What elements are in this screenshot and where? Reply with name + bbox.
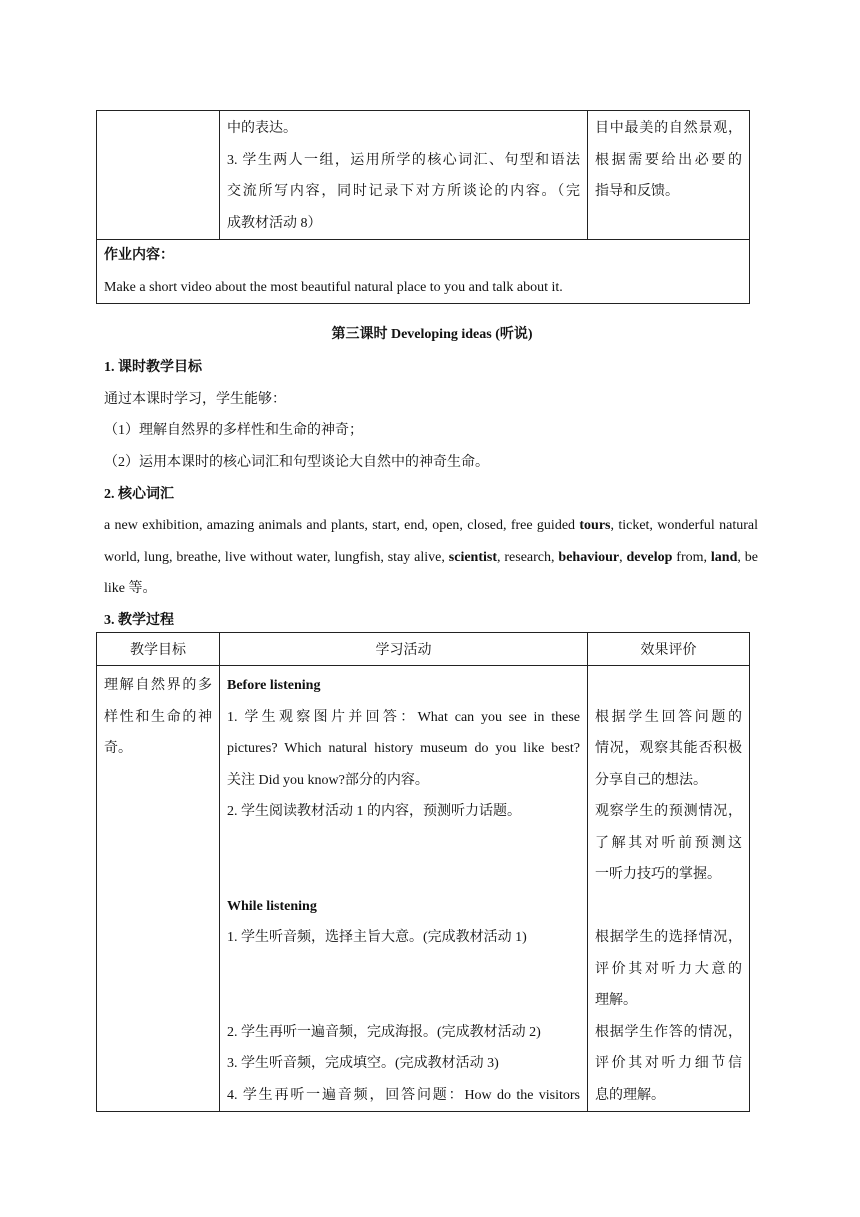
spacer xyxy=(227,985,580,1017)
activity-line: 成教材活动 8） xyxy=(227,215,322,231)
evaluation-cell xyxy=(588,666,750,1112)
process-table xyxy=(96,632,750,1112)
homework-title: 作业内容： xyxy=(104,248,174,263)
goal-line: 奇。 xyxy=(104,741,132,756)
evaluation-line: 了解其对听前预测这 xyxy=(595,835,742,851)
evaluation-line: 息的理解。 xyxy=(595,1087,665,1103)
spacer xyxy=(595,670,742,702)
intro-text: 通过本课时学习，学生能够： xyxy=(104,392,286,407)
vocab-bold: behaviour xyxy=(558,549,620,565)
vocab-bold: land xyxy=(710,549,738,565)
evaluation-line: 情况，观察其能否积极 xyxy=(595,741,742,756)
goal-1: （1）理解自然界的多样性和生命的神奇； xyxy=(104,423,363,438)
section-2-heading: 2. 核心词汇 xyxy=(104,487,174,502)
activity-cell xyxy=(220,666,588,1112)
goal-line: 理解自然界的多 xyxy=(104,678,212,693)
activity-line: 3. 学生两人一组，运用所学的核心词汇、句型和语法 xyxy=(227,152,580,168)
goal-cell xyxy=(97,666,220,1112)
activity-line: 2. 学生阅读教材活动 1 的内容，预测听力话题。 xyxy=(227,804,521,819)
evaluation-line: 分享自己的想法。 xyxy=(595,772,707,788)
vocab-bold: scientist xyxy=(448,549,497,565)
vocab-text: , be like 等。 xyxy=(104,549,759,596)
activity-cell xyxy=(220,111,588,240)
vocab-text: from, xyxy=(672,549,711,565)
vocab-text: , ticket, wonderful natural world, lung, breathe, live without water, lungfish, stay alive, xyxy=(104,518,758,565)
evaluation-line: 评价其对听力大意的 xyxy=(595,961,742,977)
activity-line: 3. 学生听音频，完成填空。(完成教材活动 3) xyxy=(227,1056,499,1071)
spacer xyxy=(227,828,580,860)
activity-line: 1. 学生听音频，选择主旨大意。(完成教材活动 1) xyxy=(227,930,527,945)
top-table xyxy=(96,110,750,304)
header-evaluation: 效果评价 xyxy=(588,633,750,666)
evaluation-line: 一听力技巧的掌握。 xyxy=(595,867,721,882)
goal-cell-empty xyxy=(97,111,220,240)
lesson-title: 第三课时 Developing ideas (听说) xyxy=(331,327,533,342)
evaluation-line: 根据学生回答问题的 xyxy=(595,709,742,725)
vocab-text: a new exhibition, amazing animals and plants, start, end, open, closed, free guided xyxy=(104,518,580,533)
header-activity: 学习活动 xyxy=(220,633,588,666)
spacer xyxy=(227,954,580,986)
evaluation-line: 指导和反馈。 xyxy=(595,184,679,199)
evaluation-line: 根据学生的选择情况， xyxy=(595,930,742,945)
activity-line: 4. 学生再听一遍音频，回答问题：How do the visitors xyxy=(227,1087,580,1103)
evaluation-line: 根据学生作答的情况， xyxy=(595,1024,742,1040)
header-goal: 教学目标 xyxy=(97,633,220,666)
evaluation-line: 评价其对听力细节信 xyxy=(595,1056,742,1071)
evaluation-line: 观察学生的预测情况， xyxy=(595,804,742,819)
core-vocabulary xyxy=(104,510,758,605)
while-listening-heading: While listening xyxy=(227,898,317,914)
evaluation-cell xyxy=(588,111,750,240)
activity-line: 中的表达。 xyxy=(227,121,297,136)
activity-line: pictures? Which natural history museum do you like best? xyxy=(227,741,580,756)
activity-line: 关注 Did you know?部分的内容。 xyxy=(227,772,429,788)
goal-line: 样性和生命的神 xyxy=(104,709,212,725)
before-listening-heading: Before listening xyxy=(227,678,321,693)
homework-text: Make a short video about the most beautiful natural place to you and talk about it. xyxy=(104,279,563,295)
activity-line: 交流所写内容，同时记录下对方所谈论的内容。（完 xyxy=(227,184,580,199)
spacer xyxy=(227,859,580,891)
homework-cell xyxy=(97,240,750,304)
vocab-bold: tours xyxy=(579,518,611,533)
vocab-bold: develop xyxy=(626,549,673,565)
section-1-heading: 1. 课时教学目标 xyxy=(104,360,202,375)
vocab-text: , xyxy=(619,549,627,565)
activity-line: 2. 学生再听一遍音频，完成海报。(完成教材活动 2) xyxy=(227,1024,541,1040)
evaluation-line: 理解。 xyxy=(595,993,637,1008)
section-3-heading: 3. 教学过程 xyxy=(104,613,174,628)
activity-line: 1. 学生观察图片并回答：What can you see in these xyxy=(227,709,580,725)
evaluation-line: 根据需要给出必要的 xyxy=(595,152,742,168)
goal-2: （2）运用本课时的核心词汇和句型谈论大自然中的神奇生命。 xyxy=(104,455,489,470)
spacer xyxy=(595,891,742,923)
vocab-text: , research, xyxy=(497,549,559,565)
evaluation-line: 目中最美的自然景观， xyxy=(595,121,742,136)
